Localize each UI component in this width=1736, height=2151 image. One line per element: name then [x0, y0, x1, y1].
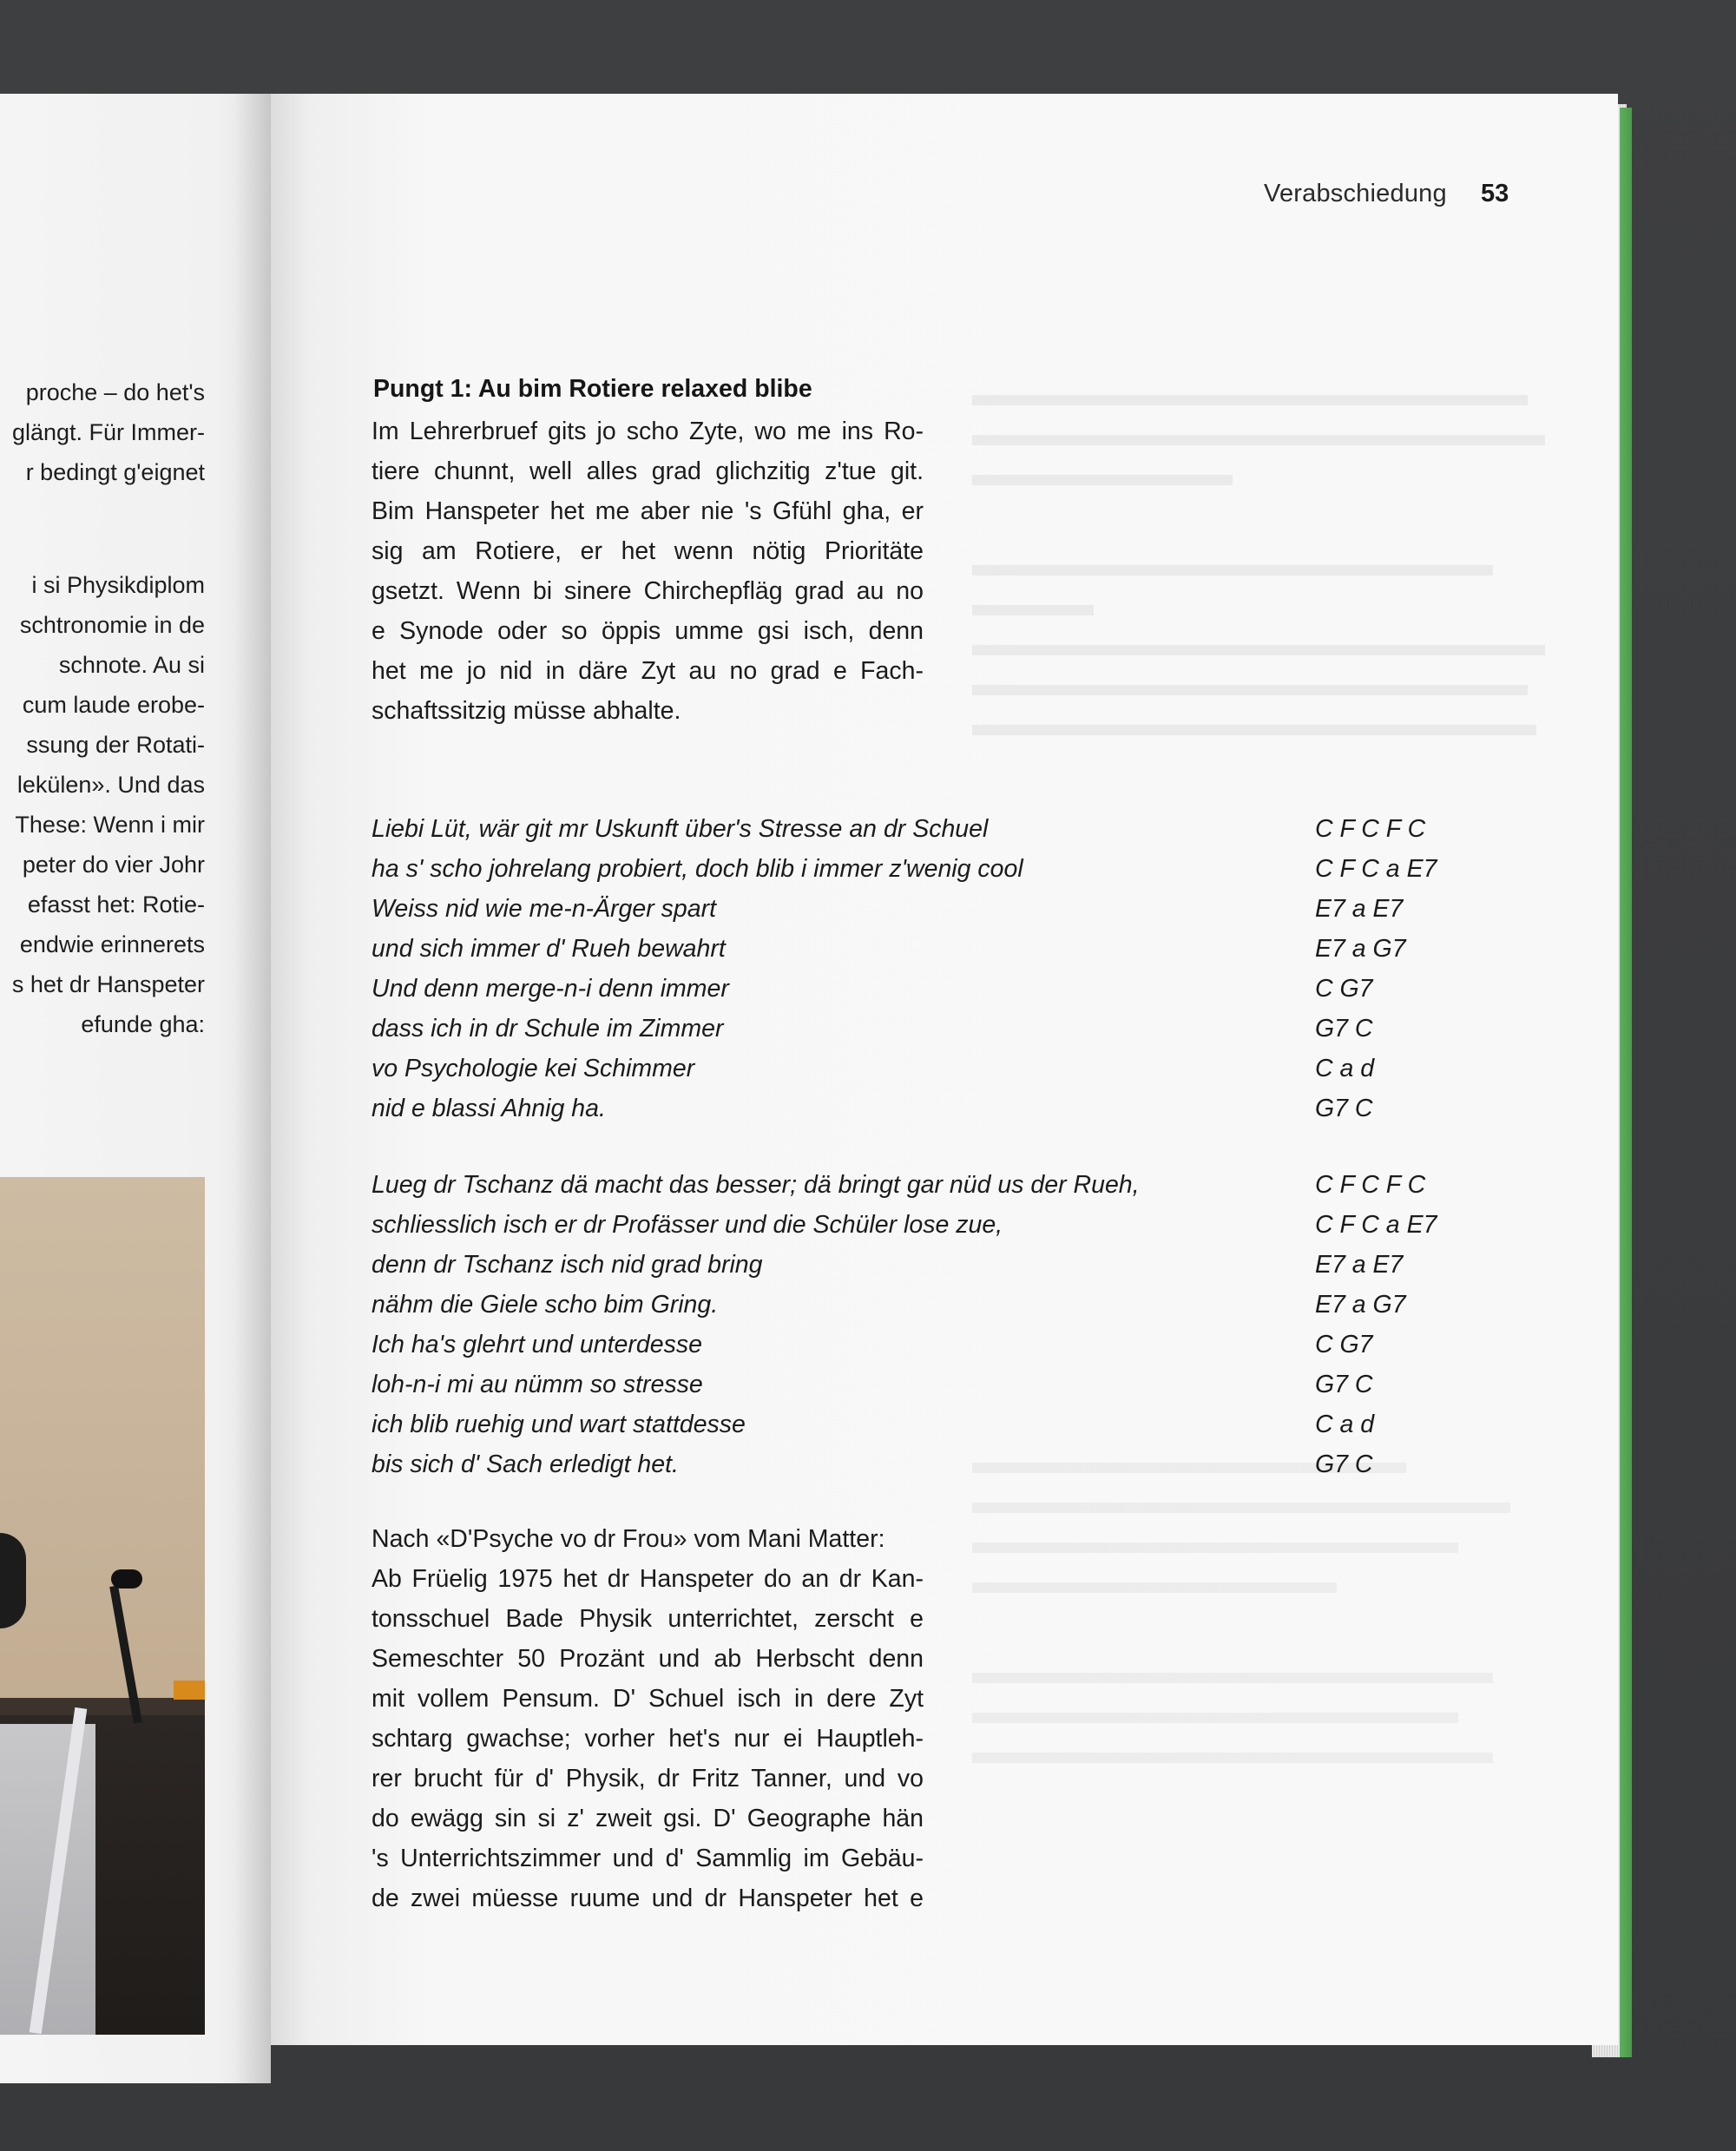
- lyric-line: Weiss nid wie me-n-Ärger spart: [372, 895, 717, 923]
- paragraph-line: Bim Hanspeter het me aber nie 's Gfühl gha, er: [372, 497, 924, 525]
- gutter-shadow: [234, 94, 271, 2083]
- left-page-line: r bedingt g'eignet: [25, 459, 205, 485]
- chord-line: E7 a G7: [1315, 935, 1406, 963]
- left-page-line: ssung der Rotati-: [26, 732, 205, 758]
- chord-line: C F C a E7: [1315, 855, 1437, 883]
- left-page-line: efasst het: Rotie-: [27, 891, 205, 918]
- chord-line: E7 a G7: [1315, 1291, 1406, 1319]
- left-page-line: These: Wenn i mir: [15, 812, 205, 838]
- paragraph-line: e Synode oder so öppis umme gsi isch, denn: [372, 617, 924, 645]
- chord-line: G7 C: [1315, 1015, 1373, 1043]
- chord-line: C F C F C: [1315, 1171, 1426, 1199]
- lyric-line: nähm die Giele scho bim Gring.: [372, 1291, 719, 1319]
- left-page-line: schtronomie in de: [19, 612, 205, 638]
- left-page-line: cum laude erobe-: [22, 692, 205, 718]
- photo-object: [174, 1681, 205, 1700]
- chord-line: E7 a E7: [1315, 895, 1404, 923]
- chord-line: C G7: [1315, 1331, 1373, 1358]
- paragraph-line: Nach «D'Psyche vo dr Frou» vom Mani Matter:: [372, 1525, 885, 1553]
- chord-line: G7 C: [1315, 1095, 1373, 1122]
- paragraph-line: mit vollem Pensum. D' Schuel isch in dere Zyt: [372, 1685, 924, 1713]
- chord-line: G7 C: [1315, 1450, 1373, 1478]
- chord-line: C G7: [1315, 975, 1373, 1003]
- paragraph-line: Ab Früelig 1975 het dr Hanspeter do an dr Kan-: [372, 1565, 924, 1593]
- lyric-line: vo Psychologie kei Schimmer: [372, 1055, 695, 1082]
- left-page-line: peter do vier Johr: [22, 852, 205, 878]
- lyric-line: denn dr Tschanz isch nid grad bring: [372, 1251, 763, 1279]
- paragraph-line: tonsschuel Bade Physik unterrichtet, zerscht e: [372, 1605, 924, 1633]
- chord-line: C a d: [1315, 1055, 1375, 1082]
- lyric-line: loh-n-i mi au nümm so stresse: [372, 1371, 703, 1398]
- left-page-line: proche – do het's: [25, 379, 205, 405]
- paragraph-line: 's Unterrichtszimmer und d' Sammlig im Gebäu-: [372, 1845, 924, 1872]
- lyric-line: Liebi Lüt, wär git mr Uskunft über's Stresse an dr Schuel: [372, 815, 989, 843]
- show-through-text: [972, 380, 1580, 988]
- left-page-line: i si Physikdiplom: [31, 572, 205, 598]
- chord-line: C a d: [1315, 1411, 1375, 1438]
- left-page-line: lekülen». Und das: [16, 772, 205, 798]
- page-number: 53: [1481, 180, 1509, 207]
- photo-classroom: [0, 1177, 205, 2035]
- paragraph-line: do ewägg sin si z' zweit gsi. D' Geographe hän: [372, 1805, 924, 1832]
- lyric-line: Ich ha's glehrt und unterdesse: [372, 1331, 702, 1358]
- left-page: [0, 94, 271, 2083]
- left-page-line: efunde gha:: [81, 1011, 205, 1037]
- paragraph-line: schtarg gwachse; vorher het's nur ei Hauptleh-: [372, 1725, 924, 1753]
- photo-wall: [0, 1177, 205, 1715]
- lyric-line: ha s' scho johrelang probiert, doch blib i immer z'wenig cool: [372, 855, 1023, 883]
- section-heading: Pungt 1: Au bim Rotiere relaxed blibe: [373, 375, 812, 403]
- paragraph-line: Im Lehrerbruef gits jo scho Zyte, wo me ins Ro-: [372, 418, 924, 445]
- running-head: Verabschiedung: [1264, 180, 1447, 207]
- lyric-line: bis sich d' Sach erledigt het.: [372, 1450, 679, 1478]
- chord-line: E7 a E7: [1315, 1251, 1404, 1279]
- paragraph-line: het me jo nid in däre Zyt au no grad e Fach-: [372, 657, 924, 685]
- lyric-line: und sich immer d' Rueh bewahrt: [372, 935, 726, 963]
- show-through-text-lower: [972, 1448, 1580, 2045]
- lyric-line: ich blib ruehig und wart stattdesse: [372, 1411, 746, 1438]
- green-cover-edge: [1620, 108, 1632, 2057]
- paragraph-line: de zwei müesse ruume und dr Hanspeter het e: [372, 1885, 924, 1912]
- lyric-line: Lueg dr Tschanz dä macht das besser; dä bringt gar nüd us der Rueh,: [372, 1171, 1140, 1199]
- lyric-line: Und denn merge-n-i denn immer: [372, 975, 729, 1003]
- photo-person: [0, 1533, 26, 1628]
- lyric-line: nid e blassi Ahnig ha.: [372, 1095, 606, 1122]
- chord-line: C F C F C: [1315, 815, 1426, 843]
- left-page-line: s het dr Hanspeter: [11, 971, 205, 997]
- paragraph-line: sig am Rotiere, er het wenn nötig Prioritäte: [372, 537, 924, 565]
- chord-line: G7 C: [1315, 1371, 1373, 1398]
- left-page-line: schnote. Au si: [58, 652, 205, 678]
- photo-microphone-head: [111, 1569, 142, 1589]
- paragraph-line: rer brucht für d' Physik, dr Fritz Tanner, und vo: [372, 1765, 924, 1792]
- paragraph-line: tiere chunnt, well alles grad glichzitig z'tue git.: [372, 457, 924, 485]
- left-page-line: endwie erinnerets: [19, 931, 205, 957]
- paragraph-line: schaftssitzig müsse abhalte.: [372, 697, 681, 725]
- paragraph-line: gsetzt. Wenn bi sinere Chirchepfläg grad au no: [372, 577, 924, 605]
- lyric-line: dass ich in dr Schule im Zimmer: [372, 1015, 724, 1043]
- left-page-line: glängt. Für Immer-: [11, 419, 205, 445]
- lyric-line: schliesslich isch er dr Profässer und die Schüler lose zue,: [372, 1211, 1003, 1239]
- paragraph-line: Semeschter 50 Prozänt und ab Herbscht denn: [372, 1645, 924, 1673]
- chord-line: C F C a E7: [1315, 1211, 1437, 1239]
